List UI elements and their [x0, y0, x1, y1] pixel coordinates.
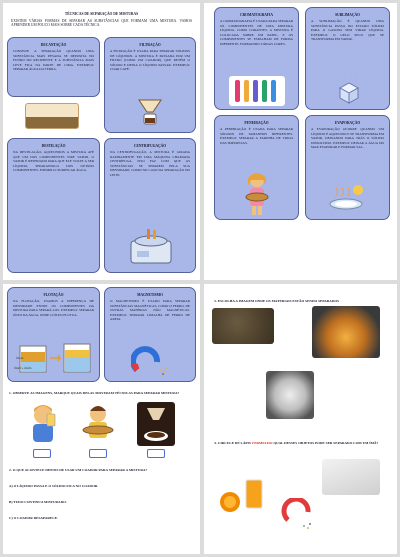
answer-box-3[interactable]	[147, 449, 165, 458]
card-body: A EVAPORAÇÃO OCORRE QUANDO UM LÍQUIDO É AQUECIDO E SE TRANSFORMA EM VAPOR, DEIXANDO PARA TRÁS O SÓLIDO DISSOLVIDO. EXEMPLO: DEIXAR A ÁGUA DO MAR EVAPORAR E FORMAR SAL.	[311, 127, 384, 149]
worksheet-page-1	[3, 3, 200, 280]
option-b[interactable]: B) TUDO CONTINUA MISTURADO.	[9, 500, 67, 504]
girl-sifting-icon	[239, 171, 275, 217]
magnet-icon	[131, 344, 173, 378]
card-body: A SUBLIMAÇÃO É QUANDO UMA SUBSTÂNCIA PASSA DO ESTADO SÓLIDO PARA O GASOSO SEM VIRAR LÍQUIDA. EXEMPLO: O GELO SECO QUE SE TRANSFORMA EM VAPOR.	[311, 19, 384, 41]
card-body: NA FLOTAÇÃO, USAMOS A DIFERENÇA DE DENSIDADE ENTRE OS COMPONENTES DA MISTURA PARA SEPARÁ-LOS. EXEMPLO: SEPARAR ÓLEO DA ÁGUA, ONDE O ÓLEO FLUTUA.	[13, 299, 94, 317]
worksheet-page-2	[204, 3, 397, 280]
card-cromatografia	[214, 7, 299, 110]
card-body: NA DESTILAÇÃO, AQUECEMOS A MISTURA ATÉ QUE UM DOS COMPONENTES VIRE VAPOR. O VAPOR É RESFRIADO PARA QUE ELE VOLTE A SER LÍQUIDO, SEPARANDO-O DOS OUTROS COMPONENTES. EXEMPLO: PURIFICAR ÁGUA.	[13, 150, 94, 172]
card-title: FILTRAÇÃO	[139, 43, 161, 47]
card-decantacao	[7, 37, 100, 97]
card-title: SUBLIMAÇÃO	[335, 13, 360, 17]
coffee-drip-image	[137, 402, 175, 446]
answer-box-1[interactable]	[33, 449, 51, 458]
dry-ice-icon	[334, 74, 364, 104]
magnet-sand-image[interactable]	[280, 498, 320, 534]
intro-text: EXISTEM VÁRIAS FORMAS DE SEPARAR AS SUBSTÂNCIAS QUE FORMAM UMA MISTURA. VAMOS APRENDER UM POUCO MAIS SOBRE CADA TÉCNICA.	[11, 19, 192, 28]
card-title: FLOTAÇÃO	[43, 293, 64, 297]
page-title: TÉCNICAS DE SEPARAÇÃO DE MISTURAS	[64, 12, 139, 16]
oil-water-beakers-icon	[16, 338, 94, 378]
question-4-prefix: 4- CIRCULE DE LÁPIS	[214, 441, 251, 445]
card-body: A FILTRAÇÃO É USADA PARA SEPARAR SÓLIDOS DE LÍQUIDOS. A MISTURA É PASSADA POR UM FILTRO (COMO UM COADOR), QUE RETÉM O SÓLIDO E DEIXA O LÍQUIDO PASSAR. EXEMPLO: COAR CAFÉ.	[110, 49, 190, 71]
card-magnetismo	[104, 287, 196, 382]
jar-image[interactable]	[322, 459, 380, 495]
question-4-color-word: VERMELHO	[251, 441, 273, 445]
card-title: DECANTAÇÃO	[40, 43, 67, 47]
card-evaporacao	[305, 115, 390, 220]
card-title: CENTRIFUGAÇÃO	[133, 144, 167, 148]
card-body: A PENEIRAÇÃO É USADA PARA SEPARAR SÓLIDOS DE TAMANHOS DIFERENTES. EXEMPLO: SEPARAR A FARINHA DE TRIGO DAS IMPUREZAS.	[220, 127, 293, 145]
mortar-image[interactable]	[266, 371, 314, 419]
card-title: MAGNETISMO	[137, 293, 163, 297]
beaker-label-oil-water: ÓLEO + ÁGUA	[14, 367, 32, 370]
decantation-image	[25, 103, 79, 129]
card-peneiracao	[214, 115, 299, 220]
card-destilacao	[7, 138, 100, 273]
card-body: CONSISTE A SEPARAÇÃO QUANDO UMA SUBSTÂNCIA MAIS PESADA SE DEPOSITA NO FUNDO DO RECIPIENTE E A SUBSTÂNCIA MAIS LEVE FICA NA PARTE DE CIMA. EXEMPLO: SEPARAR ÁGUA DA TERRA.	[13, 49, 94, 71]
orange-juice-image[interactable]	[216, 476, 268, 512]
card-title: PENEIRAÇÃO	[244, 121, 269, 125]
card-sublimacao	[305, 7, 390, 110]
boy-drinking-image	[25, 402, 61, 446]
card-title: EVAPORAÇÃO	[334, 121, 361, 125]
card-centrifugacao	[104, 138, 196, 273]
question-1: 1- OBSERVE AS IMAGENS, MARQUE QUAIS DELAS MOSTRAM TÉCNICAS PARA SEPARAR MISTURA?	[9, 391, 180, 395]
soup-strainer-image[interactable]	[312, 306, 380, 358]
coffee-filter-icon	[135, 98, 165, 126]
evaporation-pan-icon	[328, 182, 368, 212]
question-2: 2- O QUE ACONTECE DEPOIS DE USAR UM COADOR PARA SEPARAR A MISTURA?	[9, 468, 148, 472]
centrifuge-icon	[127, 227, 175, 267]
chromatography-tubes-icon	[229, 76, 285, 106]
question-4	[214, 441, 396, 445]
question-4-suffix: QUAL DESSES OBJETOS PODE SER SEPARADO COM UM ÍMÃ?	[273, 441, 379, 445]
worksheet-page-4	[204, 284, 397, 554]
answer-box-2[interactable]	[89, 449, 107, 458]
boy-sifting-image	[79, 402, 117, 446]
question-3: 3- ESCOLHA A IMAGEM ONDE OS MATERIAIS ESTÃO SENDO SEPARADOS	[214, 299, 340, 303]
card-title: CROMATOGRAFIA	[239, 13, 273, 17]
card-body: O MAGNETISMO É USADO PARA SEPARAR SUBSTÂNCIAS MAGNÉTICAS, COMO O FERRO, DE OUTRAS MATÉRIAS NÃO MAGNÉTICAS. EXEMPLO: SEPARAR LIMALHA DE FERRO DE AREIA.	[110, 299, 190, 321]
seeds-image[interactable]	[212, 308, 274, 344]
card-flotacao	[7, 287, 100, 382]
worksheet-page-3	[3, 284, 200, 554]
card-title: DESTILAÇÃO	[41, 144, 66, 148]
beaker-label-water: ÁGUA	[16, 357, 24, 360]
option-a[interactable]: A) O LÍQUIDO PASSA E O SÓLIDO FICA NO COADOR.	[9, 484, 99, 488]
card-filtracao	[104, 37, 196, 133]
option-c[interactable]: C) O COADOR DESAPARECE.	[9, 516, 58, 520]
card-body: NA CENTRIFUGAÇÃO, A MISTURA É GIRADA RAPIDAMENTE EM UMA MÁQUINA CHAMADA CENTRÍFUGA, ISSO FAZ COM QUE AS SUBSTÂNCIAS SE SEPAREM PELA SUA DENSIDADE, COMO NO CASO DA SEPARAÇÃO DO LEITE.	[110, 150, 190, 177]
card-body: A CROMATOGRAFIA É USADA PARA SEPARAR OS COMPONENTES DE UMA MISTURA LÍQUIDA. COMO CORANTES. A MISTURA É COLOCADA SOBRE UM PAPEL, E OS COMPONENTES SE ESPALHAM DE FORMA DIFERENTE, FORMANDO VÁRIAS CORES.	[220, 19, 293, 46]
